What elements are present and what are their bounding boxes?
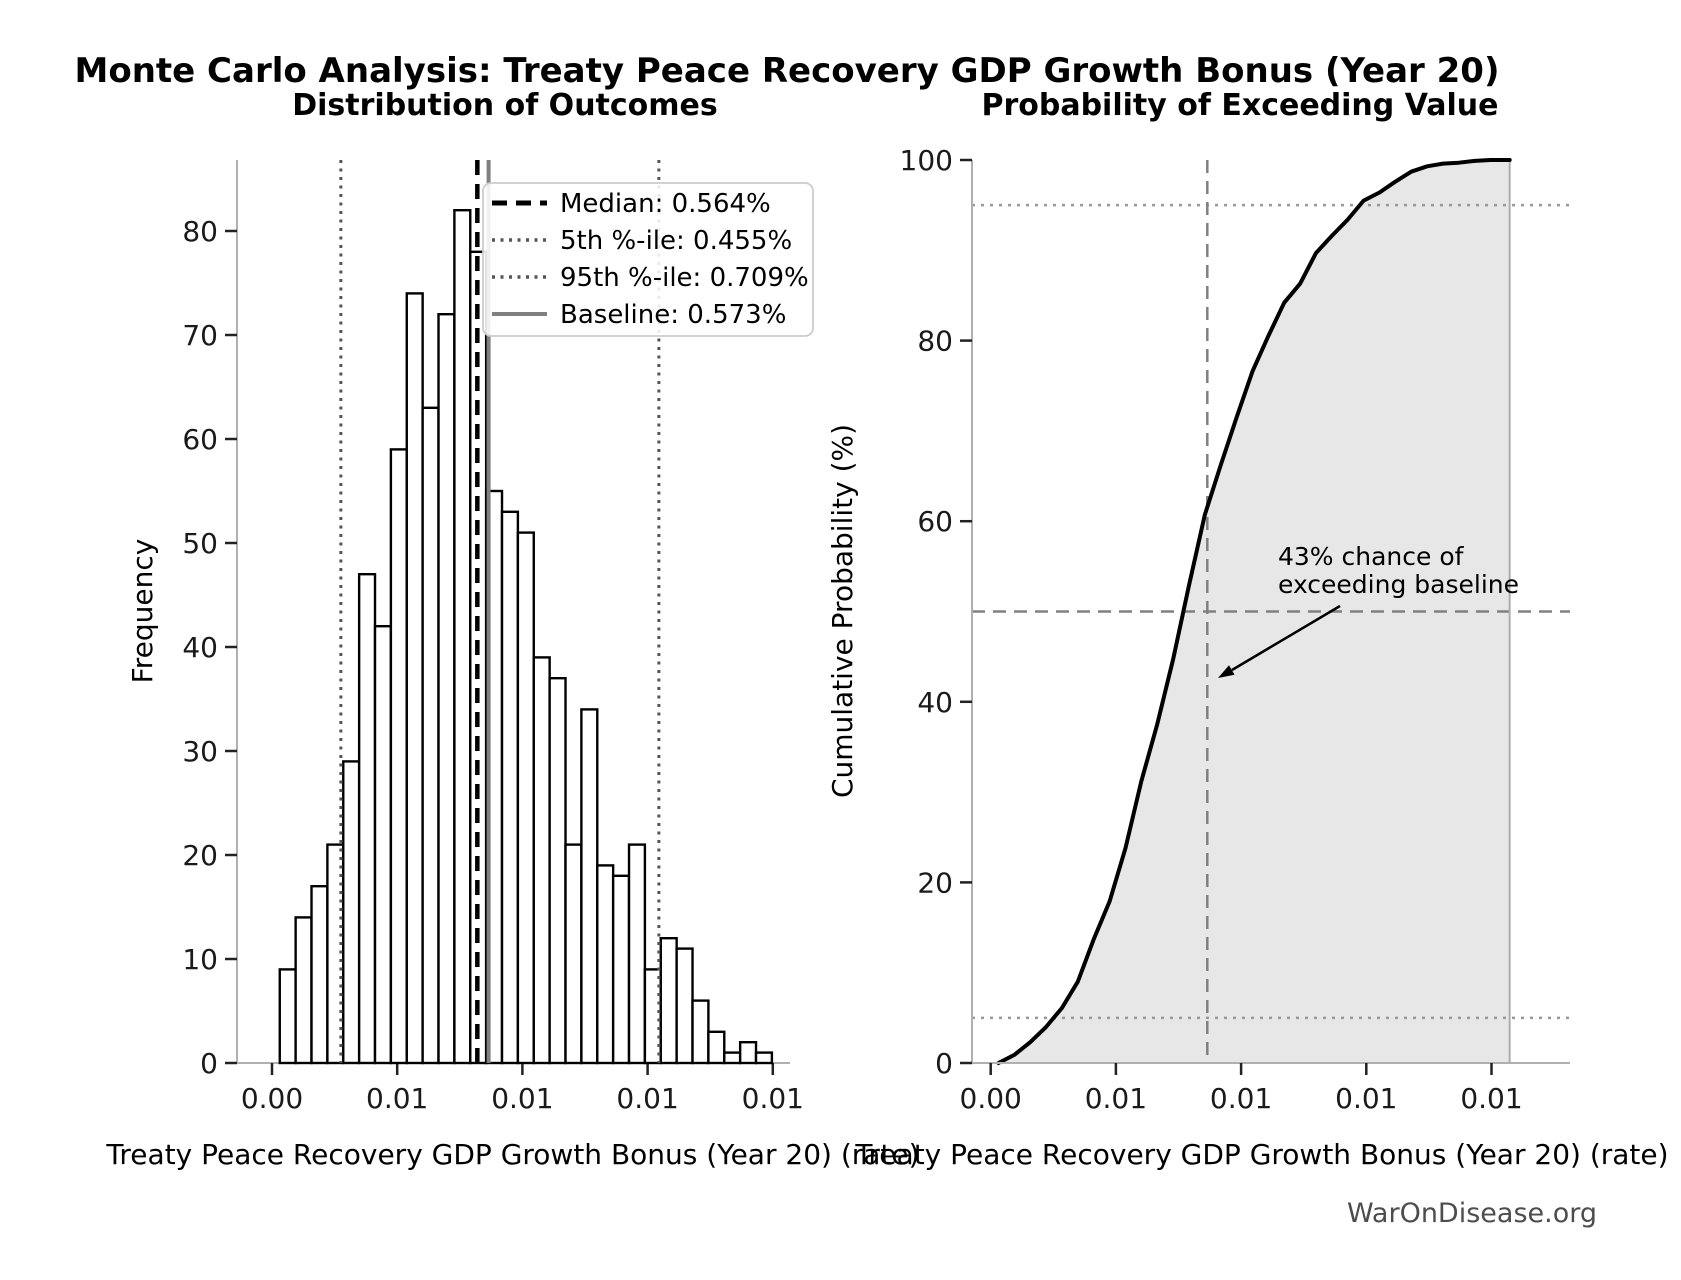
histogram-bar [312, 886, 328, 1063]
histogram-bar [454, 210, 470, 1063]
x-tick-label: 0.01 [616, 1082, 679, 1115]
histogram-bar [407, 293, 423, 1063]
histogram-bar [359, 574, 375, 1063]
histogram-bar [597, 865, 613, 1063]
histogram-bar [693, 1001, 709, 1063]
right-y-axis-label: Cumulative Probability (%) [826, 423, 859, 799]
y-tick-label: 30 [182, 735, 218, 768]
figure-title: Monte Carlo Analysis: Treaty Peace Recovery GDP Growth Bonus (Year 20) [74, 51, 1500, 91]
histogram-bar [423, 408, 439, 1063]
histogram-bar [756, 1053, 772, 1063]
histogram-bar [613, 876, 629, 1063]
y-tick-label: 60 [917, 505, 953, 539]
histogram-bar [518, 533, 534, 1063]
histogram-bar [550, 678, 566, 1063]
annotation-text-line2: exceeding baseline [1278, 570, 1519, 599]
legend [483, 183, 813, 336]
y-tick-label: 80 [182, 215, 218, 248]
y-tick-label: 100 [899, 144, 953, 177]
y-tick-label: 20 [917, 866, 953, 900]
histogram-bar [645, 969, 661, 1063]
histogram-bar [375, 626, 391, 1063]
x-tick-label: 0.01 [1460, 1082, 1523, 1115]
legend-label-baseline: Baseline: 0.573% [560, 300, 787, 330]
y-tick-label: 0 [935, 1047, 953, 1080]
histogram-bar [296, 917, 312, 1063]
legend-label-p95: 95th %-ile: 0.709% [560, 263, 809, 293]
histogram-bar [280, 969, 296, 1063]
y-tick-label: 20 [182, 839, 218, 872]
x-tick-label: 0.01 [741, 1082, 804, 1115]
x-tick-label: 0.00 [240, 1082, 304, 1115]
histogram-bar [724, 1053, 740, 1063]
x-tick-label: 0.01 [1209, 1082, 1273, 1115]
left-y-axis-label: Frequency [126, 538, 159, 684]
histogram-bar [581, 709, 597, 1063]
histogram-bar [661, 938, 677, 1063]
histogram-bar [708, 1032, 724, 1063]
legend-label-p5: 5th %-ile: 0.455% [560, 226, 793, 256]
x-tick-label: 0.01 [1084, 1082, 1148, 1115]
left-subtitle: Distribution of Outcomes [292, 88, 718, 123]
y-tick-label: 60 [182, 423, 218, 456]
x-tick-label: 0.01 [491, 1082, 554, 1115]
watermark: WarOnDisease.org [1346, 1198, 1597, 1229]
histogram-bar [629, 845, 645, 1063]
cdf-panel [900, 144, 1570, 1115]
y-tick-label: 0 [200, 1047, 218, 1080]
y-tick-label: 70 [182, 319, 218, 352]
histogram-bar [677, 949, 693, 1063]
x-tick-label: 0.01 [1335, 1082, 1398, 1115]
histogram-bar [740, 1042, 756, 1063]
histogram-bar [502, 512, 518, 1063]
histogram-bar [391, 449, 407, 1063]
y-tick-label: 40 [917, 685, 953, 719]
histogram-bar [439, 314, 455, 1063]
histogram-bar [327, 845, 343, 1063]
histogram-bar [534, 657, 550, 1063]
x-tick-label: 0.01 [366, 1082, 429, 1115]
y-tick-label: 10 [182, 943, 218, 976]
right-subtitle: Probability of Exceeding Value [981, 88, 1499, 123]
x-tick-label: 0.00 [959, 1082, 1022, 1115]
y-tick-label: 80 [917, 324, 953, 358]
right-x-axis-label: Treaty Peace Recovery GDP Growth Bonus (Year 20) (rate) [855, 1138, 1669, 1171]
y-tick-label: 40 [182, 631, 218, 664]
legend-label-median: Median: 0.564% [560, 189, 771, 219]
annotation-text-line1: 43% chance of [1278, 542, 1464, 571]
left-x-axis-label: Treaty Peace Recovery GDP Growth Bonus (Year 20) (rate) [106, 1138, 920, 1171]
histogram-bar [566, 845, 582, 1063]
y-tick-label: 50 [182, 527, 218, 560]
histogram-bar [343, 761, 359, 1063]
